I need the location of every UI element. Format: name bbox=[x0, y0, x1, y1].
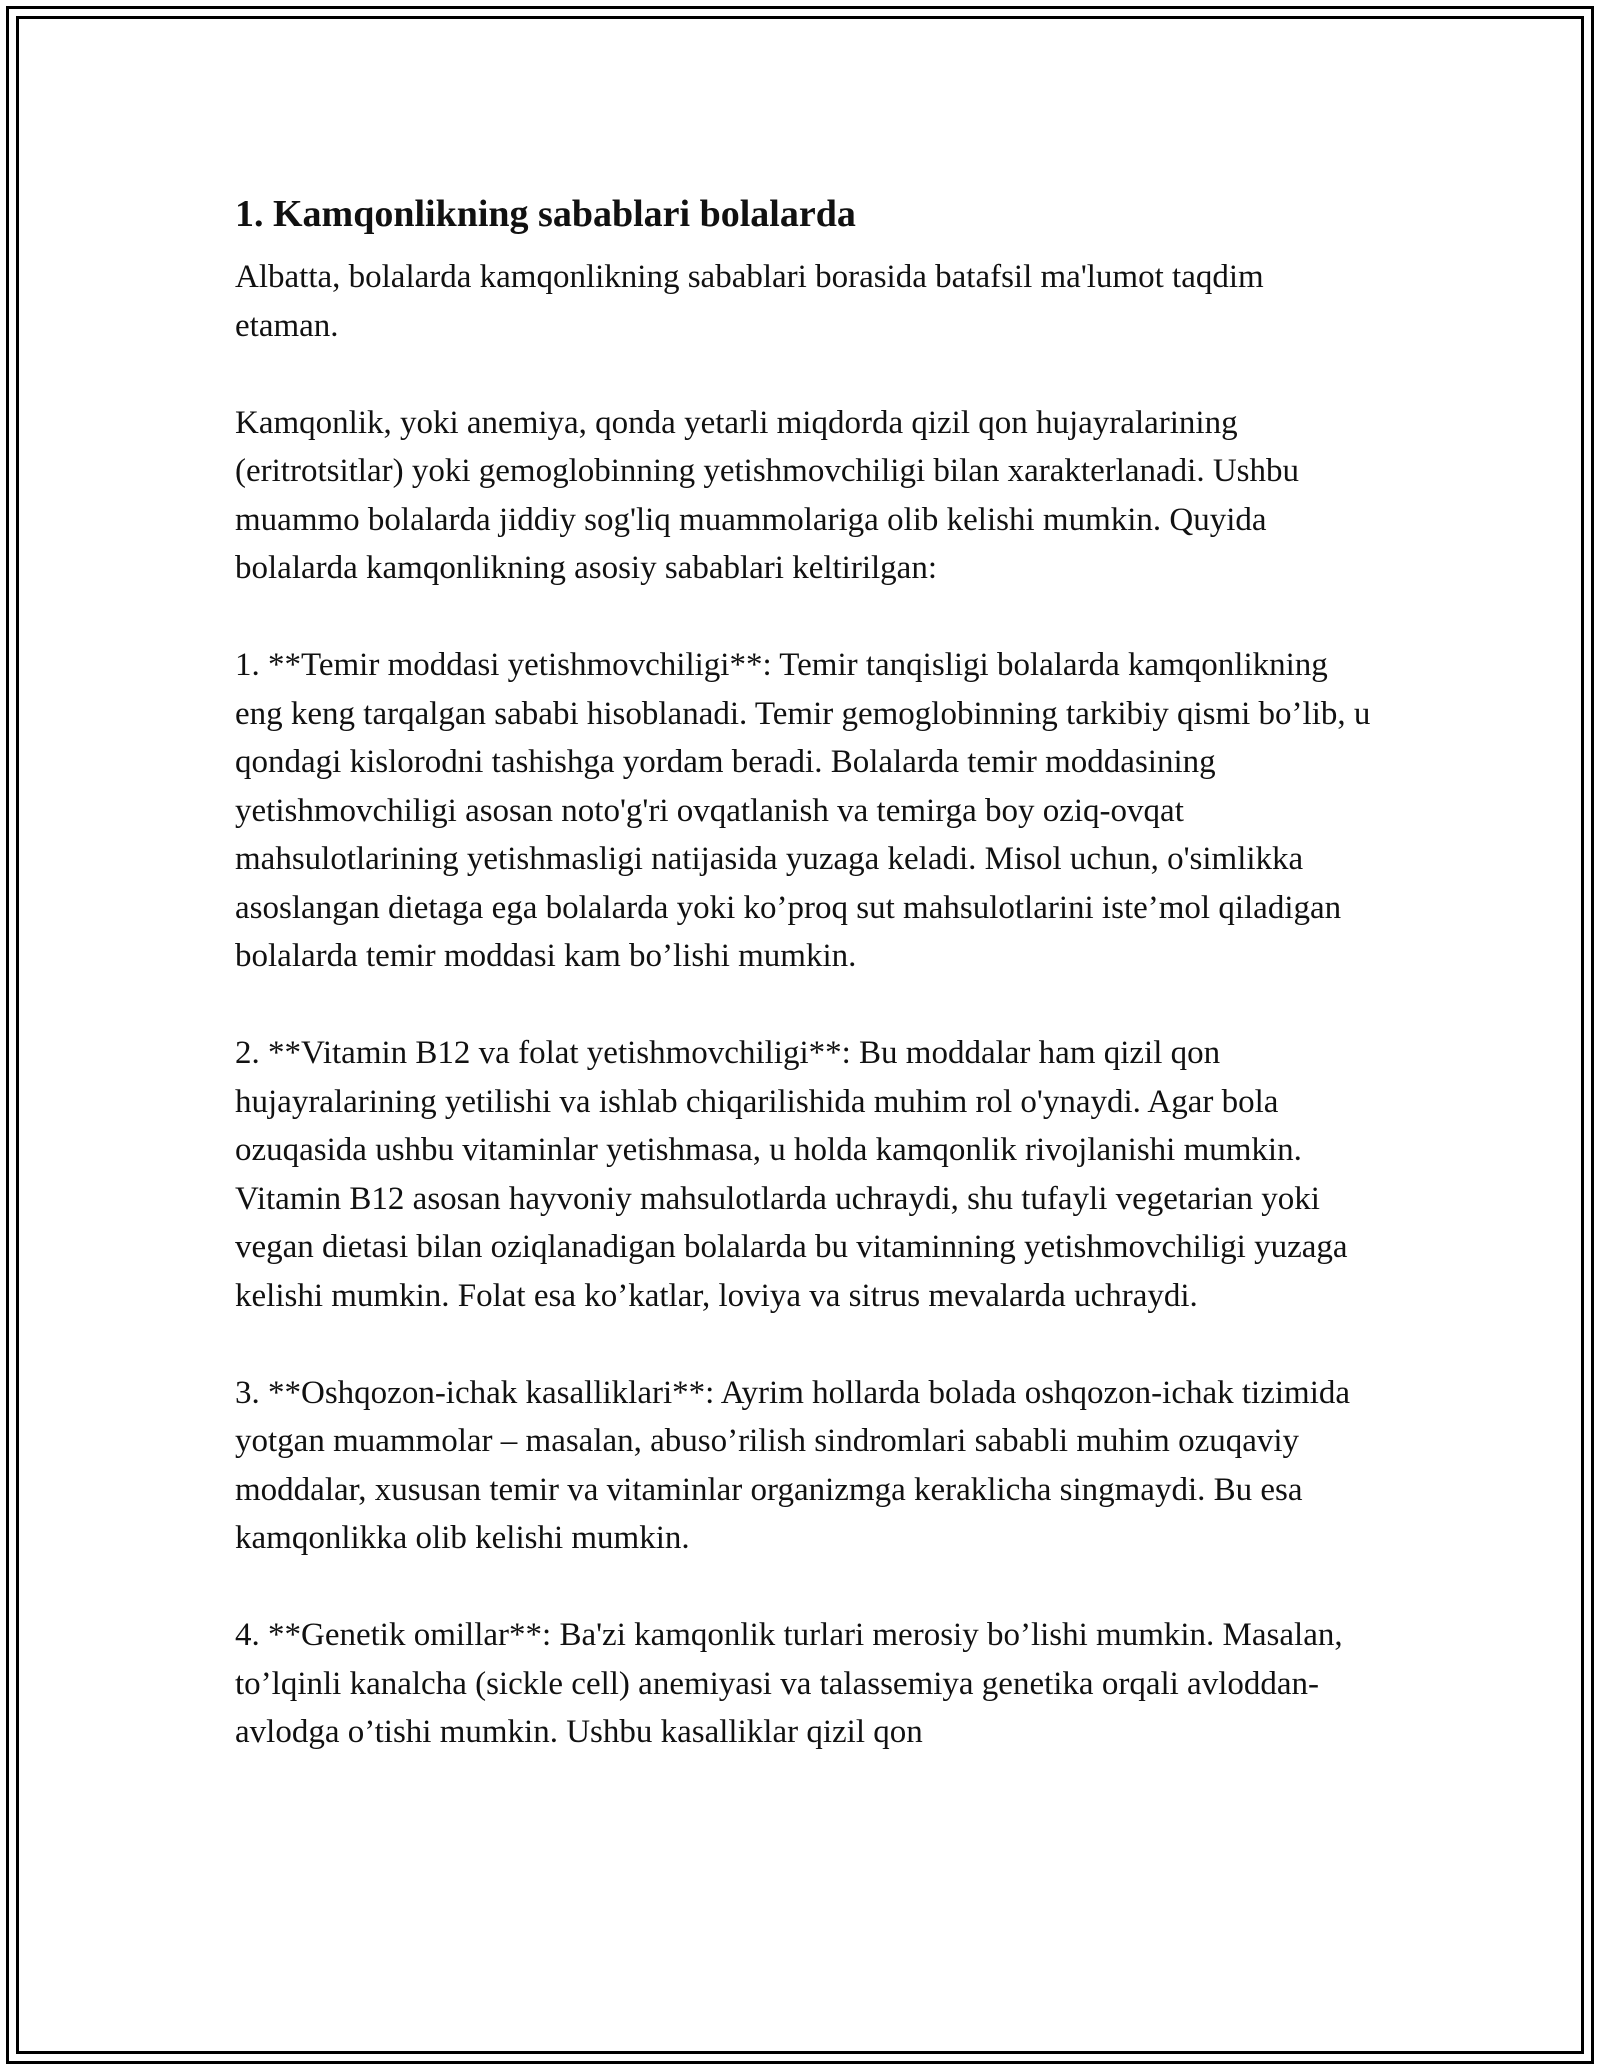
paragraph-cause-genetic: 4. **Genetik omillar**: Ba'zi kamqonlik turlari merosiy bo’lishi mumkin. Masalan, to’lqinli kanalcha (sickle cell) anemiyasi va talassemiya genetika orqali avloddan-avlodga o’tishi mumkin. Ushbu kasalliklar qizil qon bbox=[235, 1617, 1343, 1750]
section-heading: 1. Kamqonlikning sabablari bolalarda bbox=[235, 193, 856, 235]
paragraph-definition: Kamqonlik, yoki anemiya, qonda yetarli miqdorda qizil qon hujayralarining (eritrotsitlar) yoki gemoglobinning yetishmovchiligi bilan xarakterlanadi. Ushbu muammo bolalarda jiddiy sog'liq muammolariga olib kelishi mumkin. Quyida bolalarda kamqonlikning asosiy sabablari keltirilgan: bbox=[235, 404, 1300, 586]
paragraph-cause-iron: 1. **Temir moddasi yetishmovchiligi**: Temir tanqisligi bolalarda kamqonlikning eng keng tarqalgan sababi hisoblanadi. Temir gemoglobinning tarkibiy qismi bo’lib, u qondagi kislorodni tashishga yordam beradi. Bolalarda temir moddasining yetishmovchiligi asosan noto'g'ri ovqatlanish va temirga boy oziq-ovqat mahsulotlarining yetishmasligi natijasida yuzaga keladi. Misol uchun, o'simlikka asoslangan dietaga ega bolalarda yoki ko’proq sut mahsulotlarini iste’mol qiladigan bolalarda temir moddasi kam bo’lishi mumkin. bbox=[235, 647, 1371, 974]
paragraph-cause-vitamins: 2. **Vitamin B12 va folat yetishmovchiligi**: Bu moddalar ham qizil qon hujayralarining yetilishi va ishlab chiqarilishida muhim rol o'ynaydi. Agar bola ozuqasida ushbu vitaminlar yetishmasa, u holda kamqonlik rivojlanishi mumkin. Vitamin B12 asosan hayvoniy mahsulotlarda uchraydi, shu tufayli vegetarian yoki vegan dietasi bilan oziqlanadigan bolalarda bu vitaminning yetishmovchiligi yuzaga kelishi mumkin. Folat esa ko’katlar, loviya va sitrus mevalarda uchraydi. bbox=[235, 1035, 1348, 1314]
document-body bbox=[235, 185, 1375, 1757]
paragraph-intro: Albatta, bolalarda kamqonlikning sabablari borasida batafsil ma'lumot taqdim etaman. bbox=[235, 259, 1264, 344]
paragraph-cause-gastro: 3. **Oshqozon-ichak kasalliklari**: Ayrim hollarda bolada oshqozon-ichak tizimida yotgan muammolar – masalan, abuso’rilish sindromlari sababli muhim ozuqaviy moddalar, xususan temir va vitaminlar organizmga keraklicha singmaydi. Bu esa kamqonlikka olib kelishi mumkin. bbox=[235, 1374, 1351, 1556]
